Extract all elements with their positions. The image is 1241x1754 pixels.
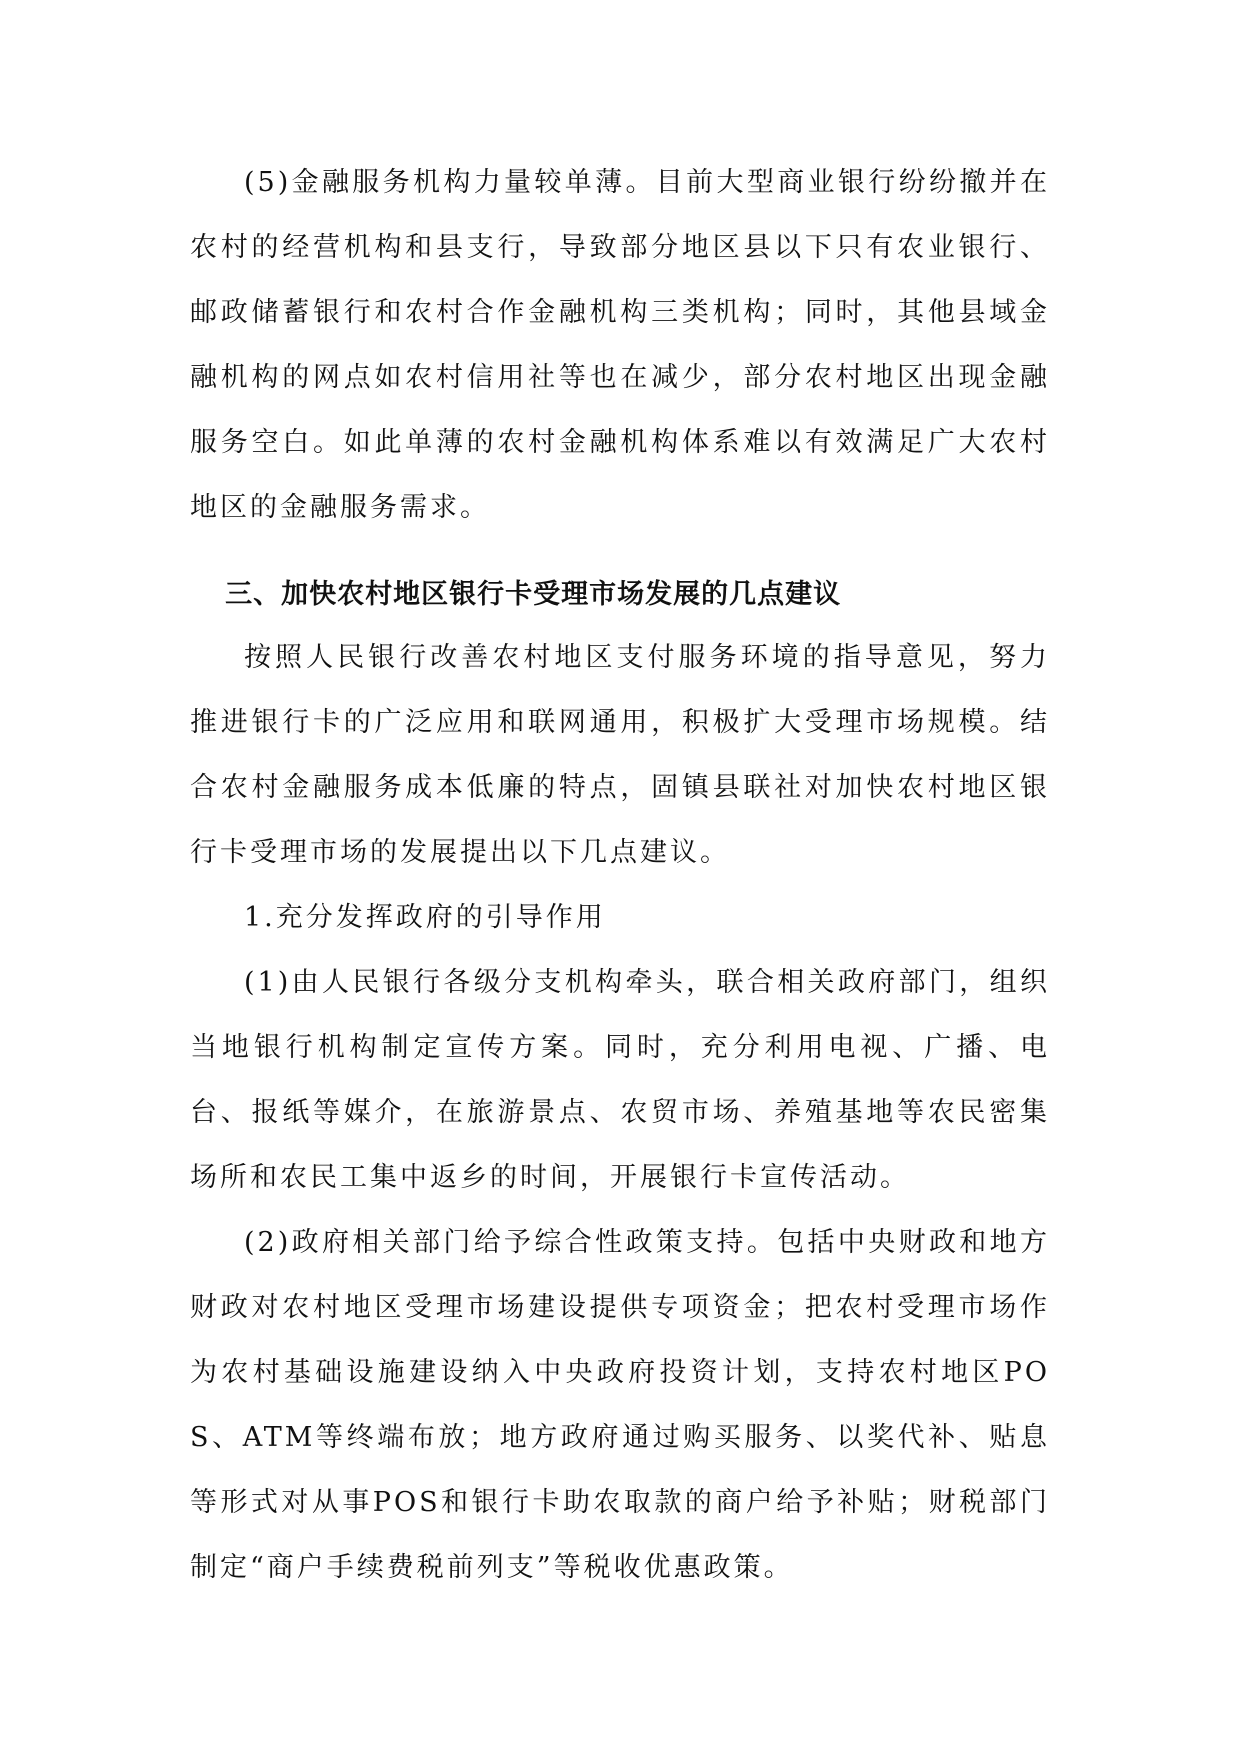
paragraph-financial-institutions: (5)金融服务机构力量较单薄。目前大型商业银行纷纷撤并在农村的经营机构和县支行，导致部分地区县以下只有农业银行、邮政储蓄银行和农村合作金融机构三类机构；同时，其他县域金融机构的网点如农村信用社等也在减少，部分农村地区出现金融服务空白。如此单薄的农村金融机构体系难以有效满足广大农村地区的金融服务需求。 (190, 167, 1050, 523)
section-heading: 三、加快农村地区银行卡受理市场发展的几点建议 (225, 579, 842, 610)
paragraph-policy-support: (2)政府相关部门给予综合性政策支持。包括中央财政和地方财政对农村地区受理市场建设提供专项资金；把农村受理市场作为农村基础设施建设纳入中央政府投资计划，支持农村地区POS、ATM等终端布放；地方政府通过购买服务、以奖代补、贴息等形式对从事POS和银行卡助农取款的商户给予补贴；财税部门制定“商户手续费税前列支”等税收优惠政策。 (190, 1227, 1050, 1583)
subheading-government-guidance: 1.充分发挥政府的引导作用 (244, 902, 606, 933)
document-page (190, 150, 1050, 1600)
paragraph-intro: 按照人民银行改善农村地区支付服务环境的指导意见，努力推进银行卡的广泛应用和联网通用，积极扩大受理市场规模。结合农村金融服务成本低廉的特点，固镇县联社对加快农村地区银行卡受理市场的发展提出以下几点建议。 (190, 642, 1050, 868)
paragraph-publicity: (1)由人民银行各级分支机构牵头，联合相关政府部门，组织当地银行机构制定宣传方案。同时，充分利用电视、广播、电台、报纸等媒介，在旅游景点、农贸市场、养殖基地等农民密集场所和农民工集中返乡的时间，开展银行卡宣传活动。 (190, 967, 1050, 1193)
